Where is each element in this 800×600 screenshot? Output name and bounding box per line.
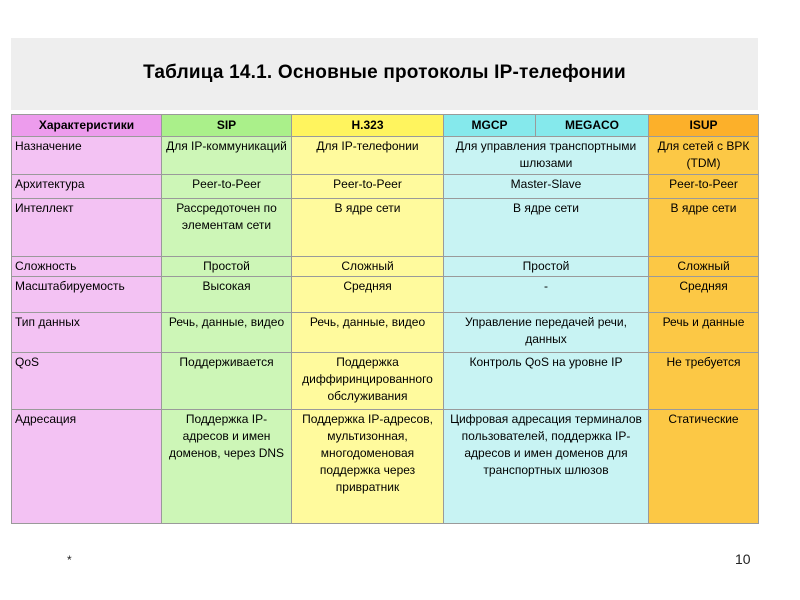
table-row (12, 277, 759, 313)
row-label: Назначение (12, 137, 162, 175)
cell-isup: Средняя (649, 277, 759, 313)
header-megaco: MEGACO (536, 115, 649, 137)
footer-marker: * (67, 553, 72, 567)
cell-sip: Поддерживается (162, 353, 292, 410)
header-sip: SIP (162, 115, 292, 137)
cell-isup: Статические (649, 410, 759, 524)
cell-isup: В ядре сети (649, 199, 759, 257)
cell-mgcp-megaco: Master-Slave (444, 175, 649, 199)
cell-h323: В ядре сети (292, 199, 444, 257)
row-label: Архитектура (12, 175, 162, 199)
cell-isup: Сложный (649, 257, 759, 277)
table-header-row (12, 115, 759, 137)
cell-h323: Peer-to-Peer (292, 175, 444, 199)
cell-mgcp-megaco: Цифровая адресация терминалов пользователей, поддержка IP-адресов и имен доменов для транспортных шлюзов (444, 410, 649, 524)
cell-isup: Peer-to-Peer (649, 175, 759, 199)
page-number: 10 (735, 551, 751, 567)
header-mgcp: MGCP (444, 115, 536, 137)
cell-mgcp-megaco: - (444, 277, 649, 313)
header-isup: ISUP (649, 115, 759, 137)
cell-sip: Простой (162, 257, 292, 277)
cell-h323: Речь, данные, видео (292, 313, 444, 353)
table-row (12, 257, 759, 277)
cell-isup: Не требуется (649, 353, 759, 410)
cell-h323: Поддержка IP-адресов, мультизонная, многодоменовая поддержка через привратник (292, 410, 444, 524)
header-characteristics: Характеристики (12, 115, 162, 137)
row-label: Интеллект (12, 199, 162, 257)
table-row (12, 410, 759, 524)
cell-mgcp-megaco: В ядре сети (444, 199, 649, 257)
header-h323: H.323 (292, 115, 444, 137)
cell-isup: Речь и данные (649, 313, 759, 353)
cell-mgcp-megaco: Простой (444, 257, 649, 277)
cell-sip: Речь, данные, видео (162, 313, 292, 353)
cell-mgcp-megaco: Управление передачей речи, данных (444, 313, 649, 353)
row-label: Сложность (12, 257, 162, 277)
cell-mgcp-megaco: Для управления транспортными шлюзами (444, 137, 649, 175)
row-label: Тип данных (12, 313, 162, 353)
row-label: Адресация (12, 410, 162, 524)
table-row (12, 137, 759, 175)
cell-h323: Поддержка диффиринцированного обслуживания (292, 353, 444, 410)
cell-sip: Высокая (162, 277, 292, 313)
cell-h323: Средняя (292, 277, 444, 313)
cell-h323: Для IP-телефонии (292, 137, 444, 175)
cell-h323: Сложный (292, 257, 444, 277)
cell-sip: Для IP-коммуникаций (162, 137, 292, 175)
cell-isup: Для сетей с ВРК (TDM) (649, 137, 759, 175)
table-row (12, 353, 759, 410)
table-row (12, 199, 759, 257)
slide-title: Таблица 14.1. Основные протоколы IP-телефонии (143, 62, 626, 83)
cell-mgcp-megaco: Контроль QoS на уровне IP (444, 353, 649, 410)
row-label: QoS (12, 353, 162, 410)
cell-sip: Поддержка IP-адресов и имен доменов, через DNS (162, 410, 292, 524)
row-label: Масштабируемость (12, 277, 162, 313)
protocols-table (11, 114, 759, 524)
table-row (12, 313, 759, 353)
cell-sip: Peer-to-Peer (162, 175, 292, 199)
table-row (12, 175, 759, 199)
cell-sip: Рассредоточен по элементам сети (162, 199, 292, 257)
